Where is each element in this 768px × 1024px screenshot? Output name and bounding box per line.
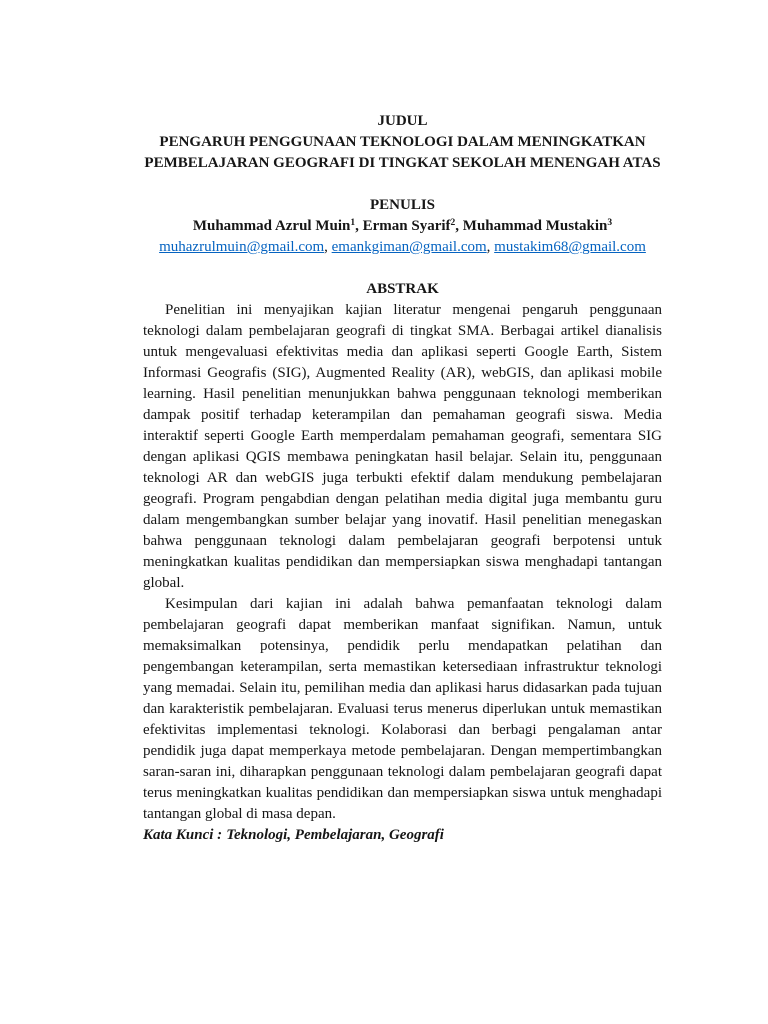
- abstract-line: terus meningkatkan kualitas pendidikan dan mempersiapkan siswa untuk menghadapi: [143, 785, 662, 801]
- abstract-line: learning. Hasil penelitian menunjukkan bahwa penggunaan teknologi memberikan: [143, 386, 662, 402]
- abstract-line: dan karakteristik pembelajaran. Evaluasi terus menerus diperlukan untuk memastikan: [143, 701, 662, 717]
- abstract-line: geografi. Program pengabdian dengan pelatihan media digital juga membantu guru: [143, 491, 662, 507]
- paper-title-line: PEMBELAJARAN GEOGRAFI DI TINGKAT SEKOLAH MENENGAH ATAS: [144, 155, 661, 171]
- abstract-heading: ABSTRAK: [366, 281, 439, 297]
- abstract-line: pengembangan keterampilan, serta memastikan ketersediaan infrastruktur teknologi: [143, 659, 662, 675]
- abstract-line: yang memadai. Selain itu, pemilihan media dan aplikasi harus didasarkan pada tujuan: [143, 680, 662, 696]
- author-name: Muhammad Mustakin: [462, 218, 608, 234]
- abstract-line: tantangan global di masa depan.: [143, 806, 336, 822]
- abstract-line: teknologi AR dan webGIS juga terbukti efektif dalam mendukung pembelajaran: [143, 470, 662, 486]
- abstract-line: dampak positif terhadap keterampilan dan pemahaman geografi siswa. Media: [143, 407, 662, 423]
- author-separator: ,: [355, 218, 363, 234]
- spacer: [143, 174, 662, 195]
- abstract-paragraph: [143, 300, 662, 594]
- abstract-line: memaksimalkan potensinya, pendidik perlu mendapatkan pelatihan dan: [143, 638, 662, 654]
- abstract-line: pembelajaran geografi dapat memberikan manfaat signifikan. Namun, untuk: [143, 617, 662, 633]
- abstract-line: dengan aplikasi QGIS membawa peningkatan hasil belajar. Selain itu, penggunaan: [143, 449, 662, 465]
- abstract-line: Informasi Geografis (SIG), Augmented Reality (AR), webGIS, dan aplikasi mobile: [143, 365, 662, 381]
- abstract-line: interaktif seperti Google Earth memperdalam pemahaman geografi, sementara SIG: [143, 428, 662, 444]
- author-affiliation-mark: 1: [350, 218, 356, 228]
- author-affiliation-mark: 3: [607, 218, 613, 228]
- title-label: JUDUL: [377, 113, 428, 129]
- email-separator: ,: [324, 239, 332, 255]
- document-body: [143, 111, 662, 846]
- keywords-label: Kata Kunci :: [143, 827, 223, 843]
- email-list: [83, 237, 722, 258]
- email-link[interactable]: mustakim68@gmail.com: [494, 239, 646, 255]
- abstract-line: pendidik juga dapat memperkaya metode pembelajaran. Dengan mempertimbangkan: [143, 743, 662, 759]
- authors-label: PENULIS: [369, 197, 436, 213]
- abstract-line: saran-saran ini, diharapkan penggunaan teknologi dalam pembelajaran geografi dapat: [143, 764, 662, 780]
- keywords: [143, 825, 662, 846]
- abstract-line: Kesimpulan dari kajian ini adalah bahwa pemanfaatan teknologi dalam: [165, 596, 662, 612]
- author-name: Erman Syarif: [362, 218, 451, 234]
- keywords-value: Teknologi, Pembelajaran, Geografi: [226, 827, 444, 843]
- email-link[interactable]: emankgiman@gmail.com: [331, 239, 487, 255]
- author-separator: ,: [455, 218, 463, 234]
- abstract-line: untuk mengevaluasi efektivitas media dan aplikasi seperti Google Earth, Sistem: [143, 344, 662, 360]
- email-link[interactable]: muhazrulmuin@gmail.com: [159, 239, 325, 255]
- abstract-line: global.: [143, 575, 185, 591]
- abstract-line: dalam mengembangkan sumber belajar yang inovatif. Hasil penelitian menegaskan: [143, 512, 662, 528]
- author-affiliation-mark: 2: [450, 218, 456, 228]
- author-list: [83, 216, 722, 237]
- email-separator: ,: [486, 239, 495, 255]
- author-name: Muhammad Azrul Muin: [192, 218, 351, 234]
- abstract-line: meningkatkan kualitas pendidikan dan mempersiapkan siswa menghadapi tantangan: [143, 554, 662, 570]
- abstract-line: teknologi dalam pembelajaran geografi di tingkat SMA. Berbagai artikel dianalisis: [143, 323, 662, 339]
- abstract-paragraph: [143, 594, 662, 825]
- abstract-line: efektivitas implementasi teknologi. Kolaborasi dan berbagi pengalaman antar: [143, 722, 662, 738]
- paper-title-line: PENGARUH PENGGUNAAN TEKNOLOGI DALAM MENINGKATKAN: [159, 134, 646, 150]
- abstract-line: bahwa penggunaan teknologi dalam pembelajaran geografi berpotensi untuk: [143, 533, 662, 549]
- spacer: [143, 258, 662, 279]
- abstract-line: Penelitian ini menyajikan kajian literatur mengenai pengaruh penggunaan: [165, 302, 662, 318]
